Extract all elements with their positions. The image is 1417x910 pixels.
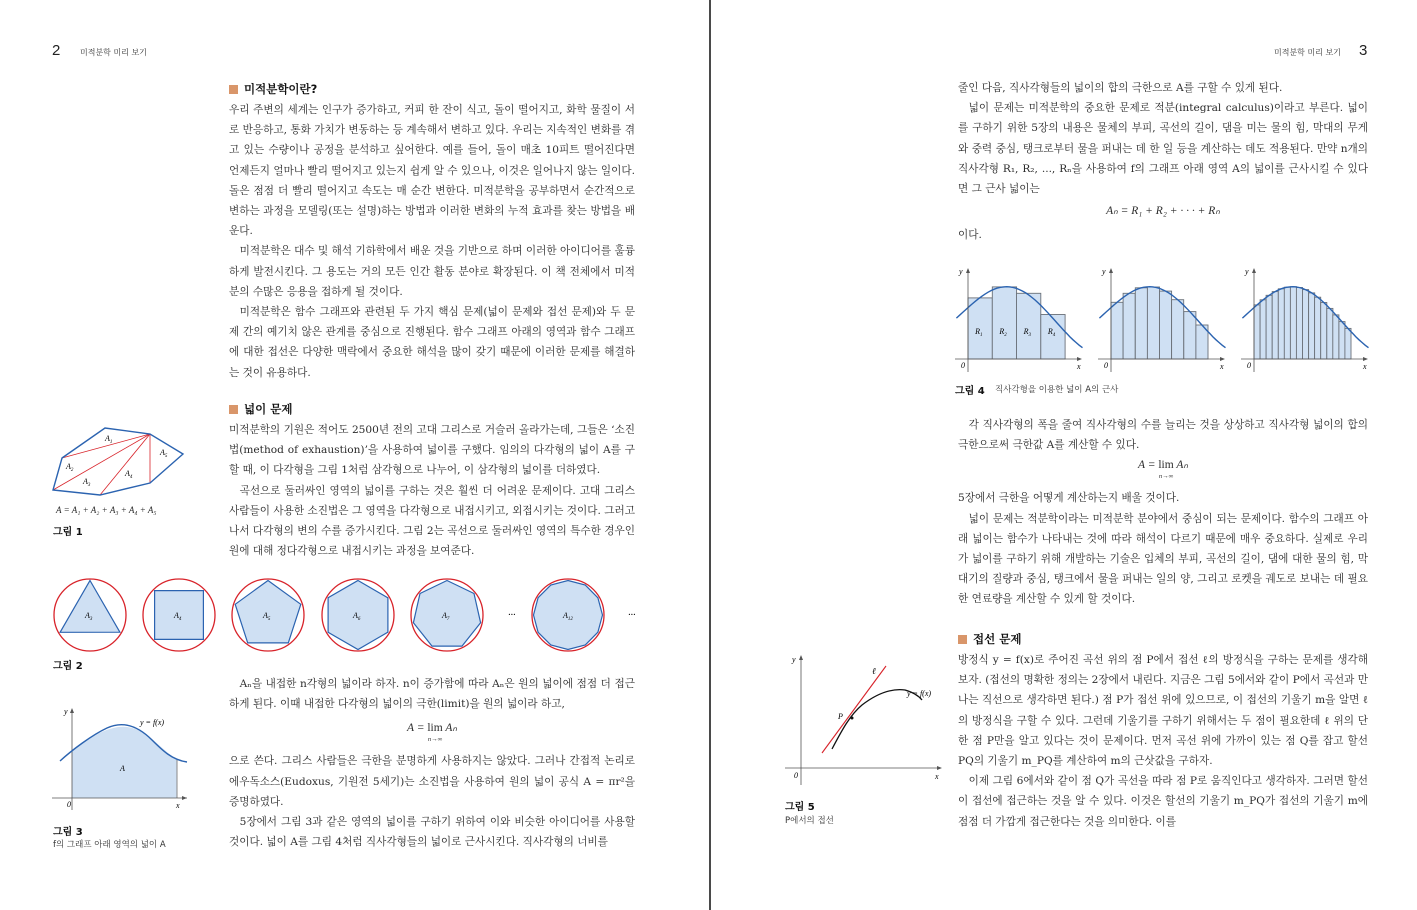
figure4-label: 그림 4 bbox=[955, 386, 985, 397]
y-axis-arrow-icon bbox=[70, 708, 74, 713]
figure2-inscribed-polygons bbox=[40, 570, 640, 660]
section-square-icon bbox=[229, 405, 238, 414]
approx-rectangle bbox=[1111, 302, 1123, 359]
figure4-panel-1 bbox=[955, 267, 1083, 372]
y-axis-label: y bbox=[959, 267, 963, 276]
approx-rectangle bbox=[1172, 300, 1184, 359]
section-square-icon bbox=[229, 85, 238, 94]
section-heading-area-problem bbox=[229, 398, 635, 420]
paragraph: 이다. bbox=[958, 229, 982, 242]
section-heading-text: 미적분학이란? bbox=[244, 82, 318, 96]
figure5-curve bbox=[832, 690, 922, 749]
left-column-section1 bbox=[229, 78, 635, 383]
approx-rectangle bbox=[1266, 295, 1272, 359]
lim-subscript: n→∞ bbox=[1158, 473, 1174, 481]
area-label: A bbox=[120, 764, 125, 773]
y-axis-label: y bbox=[64, 707, 68, 716]
paragraph: 우리 주변의 세계는 인구가 증가하고, 커피 한 잔이 식고, 돌이 떨어지고, 화학 물질이 서로 반응하고, 통화 가치가 변동하는 등 계속해서 변하고 있다. 우리는 지속적인 변화를 겪고 있는 수량이나 공정을 분석하고 싶어한다. 예를 들어, 돌이 매초 10피트 떨어진다면 언제든지 얼마나 빨리 떨어지고 있는지 쉽게 알 수 있으나, 이것은 일어나지 않는 일이다. 돌은 점점 더 빨리 떨어지고 속도는 매 순간 변한다. 미적분학을 공부하면서 순간적으로 변하는 과정을 모델링(또는 설명)하는 방법과 이러한 변화의 누적 효과를 찾는 방법을 배운다. bbox=[229, 104, 635, 238]
paragraph: 미적분학은 함수 그래프와 관련된 두 가지 핵심 문제(넓이 문제와 접선 문제)와 두 문제 간의 예기치 않은 관계를 중심으로 진행된다. 함수 그래프 아래의 영역과 함수 그래프에 대한 접선은 다양한 맥락에서 중요한 해석을 많이 갖기 때문에 이러한 문제를 해결하는 것이 유용하다. bbox=[229, 306, 635, 379]
paragraph: 방정식 y = f(x)로 주어진 곡선 위의 점 P에서 접선 ℓ의 방정식을 구하는 문제를 생각해 보자. (접선의 명확한 정의는 2장에서 내린다. 지금은 그림 5에서와 같이 P에서 곡선과 만나는 직선으로 생각하면 된다.) 점 P가 접선 위에 있으므로, 이 접선의 기울기 m을 알면 ℓ의 방정식을 구할 수 있다. 그런데 기울기를 구하기 위해서는 두 점이 필요한데 ℓ 위의 단 한 점 P만을 알고 있다는 것이 문제이다. 먼저 곡선 위에 가까이 있는 점 Q를 잡고 할선 PQ의 기울기 m_PQ를 계산하여 m의 근삿값을 구하자. bbox=[958, 654, 1368, 768]
approx-rectangle bbox=[1123, 293, 1135, 359]
approx-rectangle bbox=[1017, 293, 1041, 359]
approx-rectangle bbox=[1260, 300, 1266, 359]
approx-rectangle bbox=[1284, 287, 1290, 359]
figure3-caption: f의 그래프 아래 영역의 넓이 A bbox=[53, 840, 166, 850]
figure3-label: 그림 3 bbox=[53, 827, 83, 838]
y-axis-label: y bbox=[792, 655, 796, 664]
curve-label: y = f(x) bbox=[907, 689, 932, 698]
curve-label: y = f(x) bbox=[140, 718, 165, 727]
region-label: $A_2$ bbox=[66, 462, 74, 473]
paragraph: 미적분학은 대수 및 해석 기하학에서 배운 것을 기반으로 하며 이러한 아이디어를 훌륭하게 발전시킨다. 그 용도는 거의 모든 인간 활동 분야로 확장된다. 이 책 전체에서 미적분의 수많은 응용을 접하게 될 것이다. bbox=[229, 245, 635, 298]
left-page-number: 2 bbox=[52, 42, 61, 59]
point-label: P bbox=[838, 712, 843, 721]
paragraph: 이제 그림 6에서와 같이 점 Q가 곡선을 따라 점 P로 움직인다고 생각하자. 그러면 할선이 접선에 접근하는 것을 알 수 있다. 이것은 할선의 기울기 m_PQ가 접선의 기울기 m에 점점 더 가깝게 접근한다는 것을 의미한다. 이를 bbox=[958, 775, 1368, 828]
equation-lhs: A = bbox=[407, 722, 425, 735]
paragraph: 5장에서 극한을 어떻게 계산하는지 배울 것이다. bbox=[958, 492, 1180, 505]
x-axis-arrow-icon bbox=[1077, 357, 1082, 361]
left-column-section2 bbox=[229, 398, 635, 561]
x-axis-label: x bbox=[1363, 362, 1367, 371]
approx-rectangle bbox=[968, 298, 992, 359]
x-axis-label: x bbox=[935, 772, 939, 781]
point-p bbox=[851, 717, 854, 720]
section-heading-text: 접선 문제 bbox=[973, 632, 1022, 646]
approx-rectangle bbox=[1290, 287, 1296, 359]
approx-rectangle bbox=[1303, 290, 1309, 359]
paragraph: Aₙ을 내접한 n각형의 넓이라 하자. n이 증가함에 따라 Aₙ은 원의 넓이에 점점 더 접근하게 된다. 이때 내접한 다각형의 넓이의 극한(limit)을 원의 넓이라 하고, bbox=[229, 678, 635, 711]
approx-rectangle bbox=[1272, 292, 1278, 359]
section-heading-calculus bbox=[229, 78, 635, 100]
origin-label: 0 bbox=[794, 771, 798, 780]
figure3-area-fill bbox=[72, 727, 177, 798]
right-column-section3 bbox=[958, 628, 1368, 832]
paragraph: 넓이 문제는 미적분학의 중요한 문제로 적분(integral calculus)이라고 부른다. 넓이를 구하기 위한 5장의 내용은 물체의 부피, 곡선의 길이, 댐을 미는 물의 힘, 막대의 무게 와 중력 중심, 탱크로부터 물을 퍼내는 데 한 일 등을 계산하는 데도 적용된다. 만약 n개의 직사각형 R₁, R₂, ..., Rₙ을 사용하여 f의 그래프 아래 영역 A의 넓이를 근사시킬 수 있다면 그 근사 넓이는 bbox=[958, 102, 1368, 196]
paragraph: 넓이 문제는 적분학이라는 미적분학 분야에서 중심이 되는 문제이다. 함수의 그래프 아래 넓이는 함수가 나타내는 것에 따라 해석이 다르기 때문에 매우 중요하다. 실제로 우리가 넓이를 구하기 위해 개발하는 기술은 입체의 부피, 곡선의 길이, 댐에 대한 물의 힘, 막대기의 질량과 중심, 탱크에서 물을 퍼내는 일의 양, 그리고 로켓을 궤도로 보내는 데 필요한 연료량을 계산할 수 있게 할 것이다. bbox=[958, 512, 1368, 606]
ellipsis: ··· bbox=[628, 610, 636, 621]
approx-rectangle bbox=[1254, 305, 1260, 359]
lim-text: lim bbox=[427, 722, 443, 735]
inscribed-polygon-6 bbox=[322, 579, 394, 651]
polygon-area-label: $A_5$ bbox=[263, 611, 271, 622]
x-axis-arrow-icon bbox=[937, 766, 942, 770]
paragraph: 5장에서 그림 3과 같은 영역의 넓이를 구하기 위하여 이와 비슷한 아이디어를 사용할 것이다. 넓이 A를 그림 4처럼 직사각형들의 넓이로 근사시킨다. 직사각형의 너비를 bbox=[229, 816, 635, 849]
section-heading-tangent-problem bbox=[958, 628, 1368, 650]
tangent-line bbox=[822, 666, 886, 753]
region-label: $A_5$ bbox=[160, 448, 168, 459]
y-axis-arrow-icon bbox=[1109, 268, 1113, 273]
polygon-shape bbox=[235, 581, 301, 643]
x-axis-arrow-icon bbox=[1220, 357, 1225, 361]
figure4-panel-3 bbox=[1241, 267, 1369, 372]
rectangle-label: $R_3$ bbox=[1023, 327, 1031, 338]
polygon-shape bbox=[155, 591, 204, 640]
lim-operator bbox=[427, 720, 442, 743]
right-column-middle bbox=[958, 415, 1368, 610]
approx-rectangle bbox=[1147, 287, 1159, 359]
inscribed-polygon-5 bbox=[232, 579, 304, 651]
polygon-area-label: $A_7$ bbox=[442, 611, 450, 622]
y-axis-arrow-icon bbox=[799, 655, 803, 660]
polygon-area-label: $A_{12}$ bbox=[563, 611, 573, 622]
approx-rectangle bbox=[1160, 291, 1172, 359]
lim-operator bbox=[1158, 457, 1173, 480]
y-axis-arrow-icon bbox=[1252, 268, 1256, 273]
section-square-icon bbox=[958, 635, 967, 644]
origin-label: 0 bbox=[1104, 361, 1108, 370]
rectangle-label: $R_1$ bbox=[975, 327, 983, 338]
left-column-section2-cont bbox=[229, 674, 635, 852]
paragraph: 각 직사각형의 폭을 줄여 직사각형의 수를 늘리는 것을 상상하고 직사각형 넓이의 합의 극한으로써 극한값 A를 계산할 수 있다. bbox=[958, 419, 1368, 452]
approx-rectangle bbox=[1278, 289, 1284, 359]
figure5-label: 그림 5 bbox=[785, 802, 815, 813]
region-label: $A_1$ bbox=[105, 434, 113, 445]
region-label: $A_3$ bbox=[83, 477, 91, 488]
inscribed-polygon-7 bbox=[411, 579, 483, 651]
approx-rectangle bbox=[1333, 315, 1339, 359]
y-axis-arrow-icon bbox=[966, 268, 970, 273]
figure1-equation: A = A₁ + A₂ + A₃ + A₄ + A₅ bbox=[56, 505, 157, 515]
rectangle-label: $R_4$ bbox=[1047, 327, 1056, 338]
figure1-polygon-outline bbox=[53, 428, 183, 495]
x-axis-label: x bbox=[1077, 362, 1081, 371]
approx-rectangle bbox=[1321, 303, 1327, 360]
approx-rectangle bbox=[1327, 308, 1333, 359]
origin-label: 0 bbox=[1247, 361, 1251, 370]
polygon-shape bbox=[534, 581, 603, 650]
origin-label: 0 bbox=[961, 361, 965, 370]
paragraph: 으로 쓴다. 그리스 사람들은 극한을 분명하게 사용하지는 않았다. 그러나 간접적 논리로 에우독소스(Eudoxus, 기원전 5세기)는 소진법을 사용하여 원의 넓이 공식 A = πr²을 증명하였다. bbox=[229, 755, 635, 808]
approx-rectangle bbox=[992, 287, 1016, 359]
region-label: $A_4$ bbox=[125, 469, 133, 480]
x-axis-label: x bbox=[1220, 362, 1224, 371]
paragraph: 미적분학의 기원은 적어도 2500년 전의 고대 그리스로 거슬러 올라가는데, 그들은 ‘소진법(method of exhaustion)’을 사용하여 넓이를 구했다. 임의의 다각형의 넓이 A를 구할 때, 이 다각형을 그림 1처럼 삼각형으로 나누어, 이 삼각형의 넓이를 더하였다. bbox=[229, 424, 635, 477]
section-heading-text: 넓이 문제 bbox=[244, 402, 293, 416]
polygon-area-label: $A_4$ bbox=[174, 611, 182, 622]
left-running-head: 미적분학 미리 보기 bbox=[80, 48, 147, 57]
figure3-area-graph bbox=[52, 705, 192, 810]
polygon-shape bbox=[328, 581, 388, 650]
approx-rectangle bbox=[1339, 322, 1345, 359]
page-gutter-divider bbox=[709, 0, 711, 910]
approx-rectangle bbox=[1296, 288, 1302, 360]
figure1-label: 그림 1 bbox=[53, 527, 83, 538]
polygon-area-label: $A_6$ bbox=[353, 611, 361, 622]
right-page-number: 3 bbox=[1359, 42, 1368, 59]
polygon-shape bbox=[60, 581, 120, 633]
inscribed-polygon-4 bbox=[143, 579, 215, 651]
lim-text: lim bbox=[1158, 459, 1174, 472]
polygon-area-label: $A_3$ bbox=[85, 611, 93, 622]
inscribed-polygon-12 bbox=[532, 579, 604, 651]
approx-rectangle bbox=[1184, 312, 1196, 359]
figure2-label: 그림 2 bbox=[53, 661, 83, 672]
paragraph: 줄인 다음, 직사각형들의 넓이의 합의 극한으로 A를 구할 수 있게 된다. bbox=[958, 82, 1283, 94]
limit-equation bbox=[958, 457, 1368, 480]
equation-rhs: Aₙ bbox=[1176, 459, 1188, 472]
y-axis-label: y bbox=[1245, 267, 1249, 276]
figure1-polygon bbox=[50, 425, 190, 500]
right-running-head: 미적분학 미리 보기 bbox=[1274, 48, 1341, 57]
equation-rhs: Aₙ bbox=[445, 722, 457, 735]
figure4-caption: 직사각형을 이용한 넓이 A의 근사 bbox=[995, 385, 1119, 395]
figure4-rectangle-approximation bbox=[955, 262, 1375, 377]
polygon-shape bbox=[413, 581, 480, 647]
lim-subscript: n→∞ bbox=[427, 736, 443, 744]
limit-equation bbox=[229, 720, 635, 743]
approx-rectangle bbox=[1315, 297, 1321, 359]
inscribed-polygon-3 bbox=[54, 579, 126, 651]
x-axis-arrow-icon bbox=[182, 796, 187, 800]
ellipsis: ··· bbox=[508, 610, 516, 621]
figure4-panel-2 bbox=[1098, 267, 1226, 372]
approx-rectangle bbox=[1135, 288, 1147, 359]
right-column-top bbox=[958, 78, 1368, 245]
riemann-sum-equation: Aₙ = R₁ + R₂ + · · · + Rₙ bbox=[1106, 205, 1220, 218]
y-axis-label: y bbox=[1102, 267, 1106, 276]
figure5-tangent-graph bbox=[780, 650, 945, 785]
tangent-label: ℓ bbox=[872, 666, 876, 676]
paragraph: 곡선으로 둘러싸인 영역의 넓이를 구하는 것은 훨씬 더 어려운 문제이다. 고대 그리스 사람들이 사용한 소진법은 그 영역을 다각형으로 내접시키고, 외접시키는 것이다. 그러고 나서 다각형의 변의 수를 증가시킨다. 그림 2는 곡선으로 둘러싸인 영역의 특수한 경우인 원에 대해 정다각형으로 내접시키는 과정을 보여준다. bbox=[229, 484, 635, 558]
rectangle-label: $R_2$ bbox=[999, 327, 1007, 338]
figure5-caption: P에서의 접선 bbox=[785, 816, 834, 826]
approx-rectangle bbox=[1309, 293, 1315, 359]
origin-label: 0 bbox=[67, 800, 71, 809]
x-axis-arrow-icon bbox=[1363, 357, 1368, 361]
x-axis-label: x bbox=[176, 801, 180, 810]
approx-rectangle bbox=[1345, 328, 1351, 359]
equation-lhs: A = bbox=[1138, 459, 1156, 472]
